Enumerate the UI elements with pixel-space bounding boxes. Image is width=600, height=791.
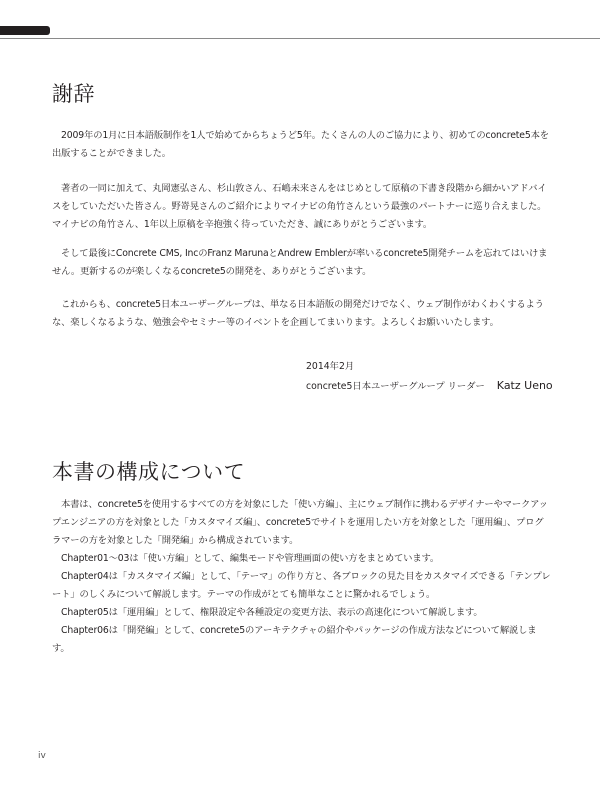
acknowledgements-paragraph: 著者の一同に加えて、丸岡憲弘さん、杉山敦さん、石嶋未来さんをはじめとして原稿の下書き段階から細かいアドバイスをしていただいた皆さん。野嵜晃さんのご紹介によりマイナビの角竹さんという最強のパートナーに巡り合えました。マイナビの角竹さん、1年以上原稿を辛抱強く待っていただき、誠にありがとうございます。 (52, 183, 547, 230)
structure-line: Chapter05は「運用編」として、権限設定や各種設定の変更方法、表示の高速化について解説します。 (61, 607, 483, 618)
structure-line: Chapter01〜03は「使い方編」として、編集モードや管理画面の使い方をまとめています。 (61, 553, 440, 564)
acknowledgements-paragraph: これからも、concrete5日本ユーザーグループは、単なる日本語版の開発だけでなく、ウェブ制作がわくわくするような、楽しくなるような、勉強会やセミナー等のイベントを企画してまいります。よろしくお願いいたします。 (52, 299, 544, 328)
structure-line: 本書は、concrete5を使用するすべての方を対象にした「使い方編」、主にウェブ制作に携わるデザイナーやマークアップエンジニアの方を対象とした「カスタマイズ編」、concrete5でサイトを運用したい方を対象とした「運用編」、プログラマーの方を対象とした「開発編」から構成されています。 (52, 499, 548, 546)
acknowledgements-heading: 謝辞 (52, 82, 95, 106)
structure-line: Chapter06は「開発編」として、concrete5のアーキテクチャの紹介やパッケージの作成方法などについて解説します。 (52, 625, 537, 654)
signature-organization: concrete5日本ユーザーグループ リーダー (306, 381, 485, 392)
acknowledgements-paragraph: 2009年の1月に日本語版制作を1人で始めてからちょうど5年。たくさんの人のご協力により、初めてのconcrete5本を出版することができました。 (52, 130, 549, 159)
header-tab-marker (0, 26, 50, 35)
signature-block (306, 379, 553, 394)
signature-name: Katz Ueno (496, 379, 553, 392)
book-structure-body (52, 496, 552, 658)
header-rule (0, 38, 600, 39)
signature-date: 2014年2月 (306, 361, 355, 372)
structure-line: Chapter04は「カスタマイズ編」として、「テーマ」の作り方と、各ブロックの見た目をカスタマイズできる「テンプレート」のしくみについて解説します。テーマの作成がとても簡単なことに驚かれるでしょう。 (52, 571, 551, 600)
acknowledgements-paragraph: そして最後にConcrete CMS, IncのFranz MarunaとAndrew Emblerが率いるconcrete5開発チームを忘れてはいけません。更新するのが楽しくなるconcrete5の開発を、ありがとうございます。 (52, 248, 548, 277)
book-structure-heading: 本書の構成について (52, 460, 246, 484)
page-number: iv (38, 751, 46, 761)
